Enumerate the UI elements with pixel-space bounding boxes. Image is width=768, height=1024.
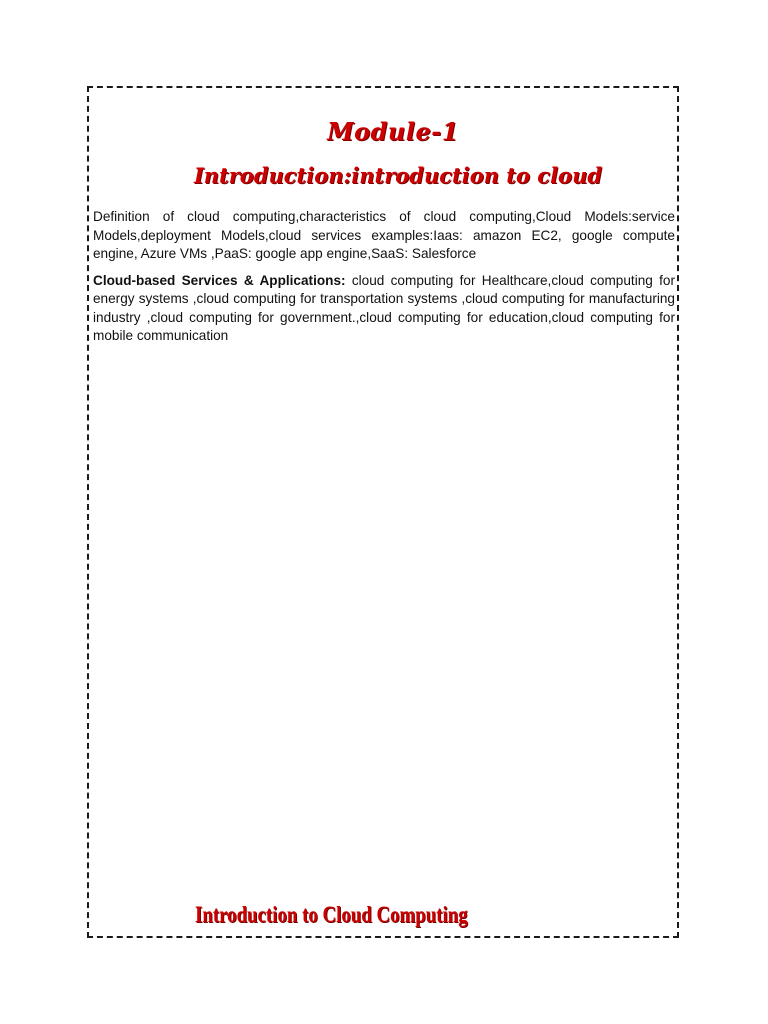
cloud-services-text: cloud computing for Healthcare,cloud computing for energy systems ,cloud computing for transportation systems ,cloud computing for manufacturing industry ,cloud computing for government.,cloud computing for education,cloud computing for mobile communication: [93, 272, 675, 343]
footer-course-title: Introduction to Cloud Computing: [195, 902, 468, 927]
syllabus-paragraph-cloud-basics: Definition of cloud computing,characteristics of cloud computing,Cloud Models:service Models,deployment Models,cloud services examples:Iaas: amazon EC2, google compute engine, Azure VMs ,PaaS: google app engine,SaaS: Salesforce: [93, 209, 675, 261]
module-content: [93, 208, 675, 354]
cloud-services-lead: Cloud-based Services & Applications:: [93, 272, 346, 288]
syllabus-paragraph-cloud-services: [93, 272, 675, 346]
intro-title: Introduction:introduction to cloud: [193, 163, 603, 188]
module-title: Module-1: [327, 117, 459, 146]
